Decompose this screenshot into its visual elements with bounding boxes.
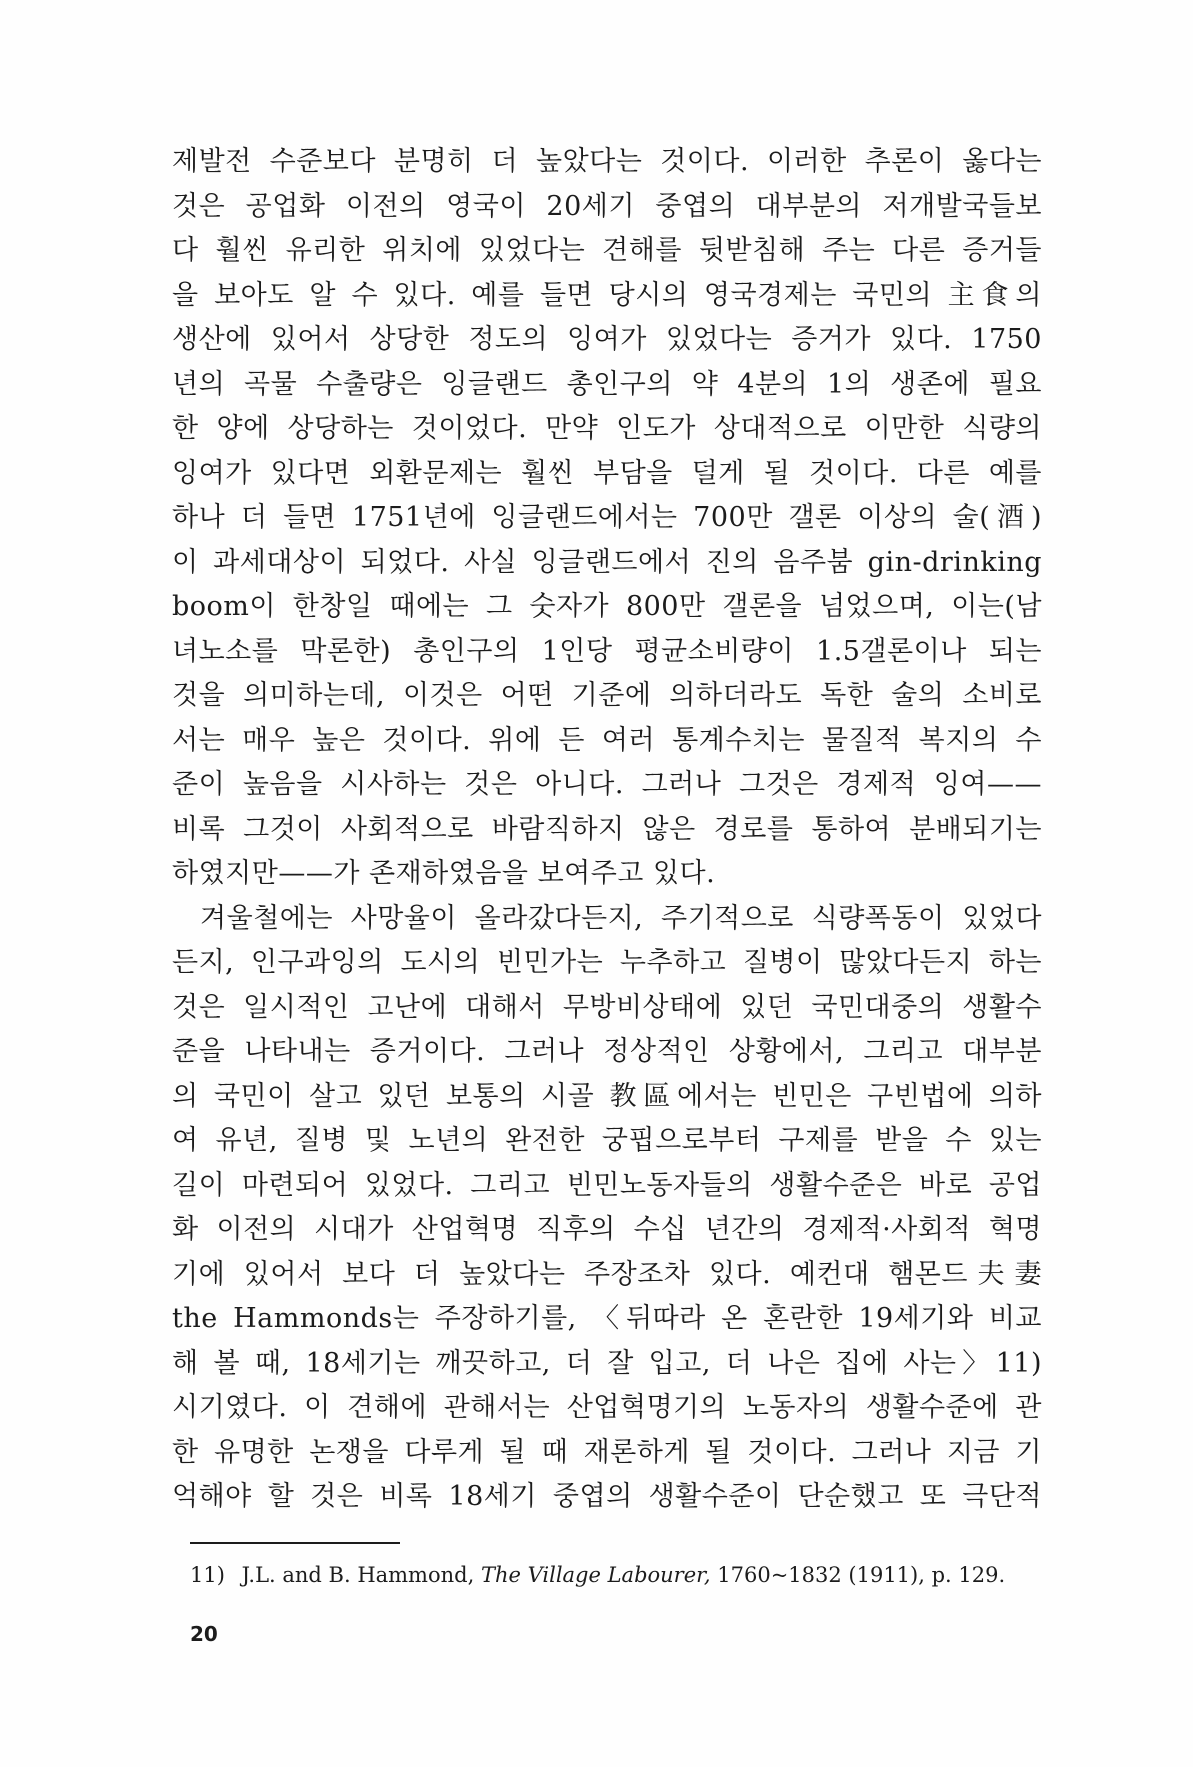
text-line: 다 훨씬 유리한 위치에 있었다는 견해를 뒷받침해 주는 다른 증거들 <box>172 235 1042 266</box>
text-line: 길이 마련되어 있었다. 그리고 빈민노동자들의 생활수준은 바로 공업 <box>172 1169 1042 1201</box>
footnote-authors: J.L. and B. Hammond, <box>241 1563 475 1587</box>
text-line: 것은 공업화 이전의 영국이 20세기 중엽의 대부분의 저개발국들보 <box>172 190 1042 222</box>
text-line: 준이 높음을 시사하는 것은 아니다. 그러나 그것은 경제적 잉여—— <box>172 769 1042 800</box>
text-line: 한 양에 상당하는 것이었다. 만약 인도가 상대적으로 이만한 식량의 <box>172 413 1042 444</box>
page-number: 20 <box>190 1622 218 1646</box>
text-line: 서는 매우 높은 것이다. 위에 든 여러 통계수치는 물질적 복지의 수 <box>172 724 1042 756</box>
paragraph-end-line: 하였지만——가 존재하였음을 보여주고 있다. <box>172 858 716 889</box>
text-line: 생산에 있어서 상당한 정도의 잉여가 있었다는 증거가 있다. 1750 <box>172 324 1042 355</box>
text-line: 의 국민이 살고 있던 보통의 시골 教區에서는 빈민은 구빈법에 의하 <box>172 1080 1042 1112</box>
text-line: 하나 더 들면 1751년에 잉글랜드에서는 700만 갤론 이상의 술(酒) <box>172 502 1042 533</box>
text-line: 녀노소를 막론한) 총인구의 1인당 평균소비량이 1.5갤론이나 되는 <box>172 635 1042 667</box>
text-line: 한 유명한 논쟁을 다루게 될 때 재론하게 될 것이다. 그러나 지금 기 <box>172 1436 1042 1468</box>
footnote-divider <box>190 1542 400 1544</box>
text-line: 해 볼 때, 18세기는 깨끗하고, 더 잘 입고, 더 나은 집에 사는〉11) <box>172 1347 1042 1379</box>
text-line: 기에 있어서 보다 더 높았다는 주장조차 있다. 예컨대 햄몬드夫妻 <box>172 1258 1042 1290</box>
text-line: 제발전 수준보다 분명히 더 높았다는 것이다. 이러한 추론이 옳다는 <box>172 146 1042 177</box>
text-line: 것은 일시적인 고난에 대해서 무방비상태에 있던 국민대중의 생활수 <box>172 991 1042 1023</box>
text-line: 준을 나타내는 증거이다. 그러나 정상적인 상황에서, 그리고 대부분 <box>172 1036 1042 1067</box>
paragraph-start-line: 겨울철에는 사망율이 올라갔다든지, 주기적으로 식량폭동이 있었다 <box>200 902 1042 934</box>
text-line: 년의 곡물 수출량은 잉글랜드 총인구의 약 4분의 1의 생존에 필요 <box>172 368 1042 400</box>
text-line: 든지, 인구과잉의 도시의 빈민가는 누추하고 질병이 많았다든지 하는 <box>172 947 1042 978</box>
text-line: the Hammonds는 주장하기를, 〈뒤따라 온 혼란한 19세기와 비교 <box>172 1303 1042 1334</box>
text-line: 잉여가 있다면 외환문제는 훨씬 부담을 덜게 될 것이다. 다른 예를 <box>172 457 1042 489</box>
text-line: 억해야 할 것은 비록 18세기 중엽의 생활수준이 단순했고 또 극단적 <box>172 1481 1042 1512</box>
text-line: boom이 한창일 때에는 그 숫자가 800만 갤론을 넘었으며, 이는(남 <box>172 591 1042 622</box>
text-line: 을 보아도 알 수 있다. 예를 들면 당시의 영국경제는 국민의 主食의 <box>172 279 1042 311</box>
text-line: 화 이전의 시대가 산업혁명 직후의 수십 년간의 경제적·사회적 혁명 <box>172 1214 1042 1245</box>
text-line: 시기였다. 이 견해에 관해서는 산업혁명기의 노동자의 생활수준에 관 <box>172 1392 1042 1423</box>
text-line: 비록 그것이 사회적으로 바람직하지 않은 경로를 통하여 분배되기는 <box>172 813 1042 845</box>
footnote-title: The Village Labourer, <box>480 1563 711 1587</box>
text-line: 이 과세대상이 되었다. 사실 잉글랜드에서 진의 음주붐 gin-drinking <box>172 546 1042 578</box>
footnote-details: 1760~1832 (1911), p. 129. <box>717 1563 1006 1587</box>
text-line: 여 유년, 질병 및 노년의 완전한 궁핍으로부터 구제를 받을 수 있는 <box>172 1125 1042 1156</box>
body-text <box>172 140 1042 1520</box>
footnote <box>190 1560 1050 1590</box>
text-line: 것을 의미하는데, 이것은 어떤 기준에 의하더라도 독한 술의 소비로 <box>172 680 1042 711</box>
footnote-number: 11) <box>190 1563 225 1587</box>
